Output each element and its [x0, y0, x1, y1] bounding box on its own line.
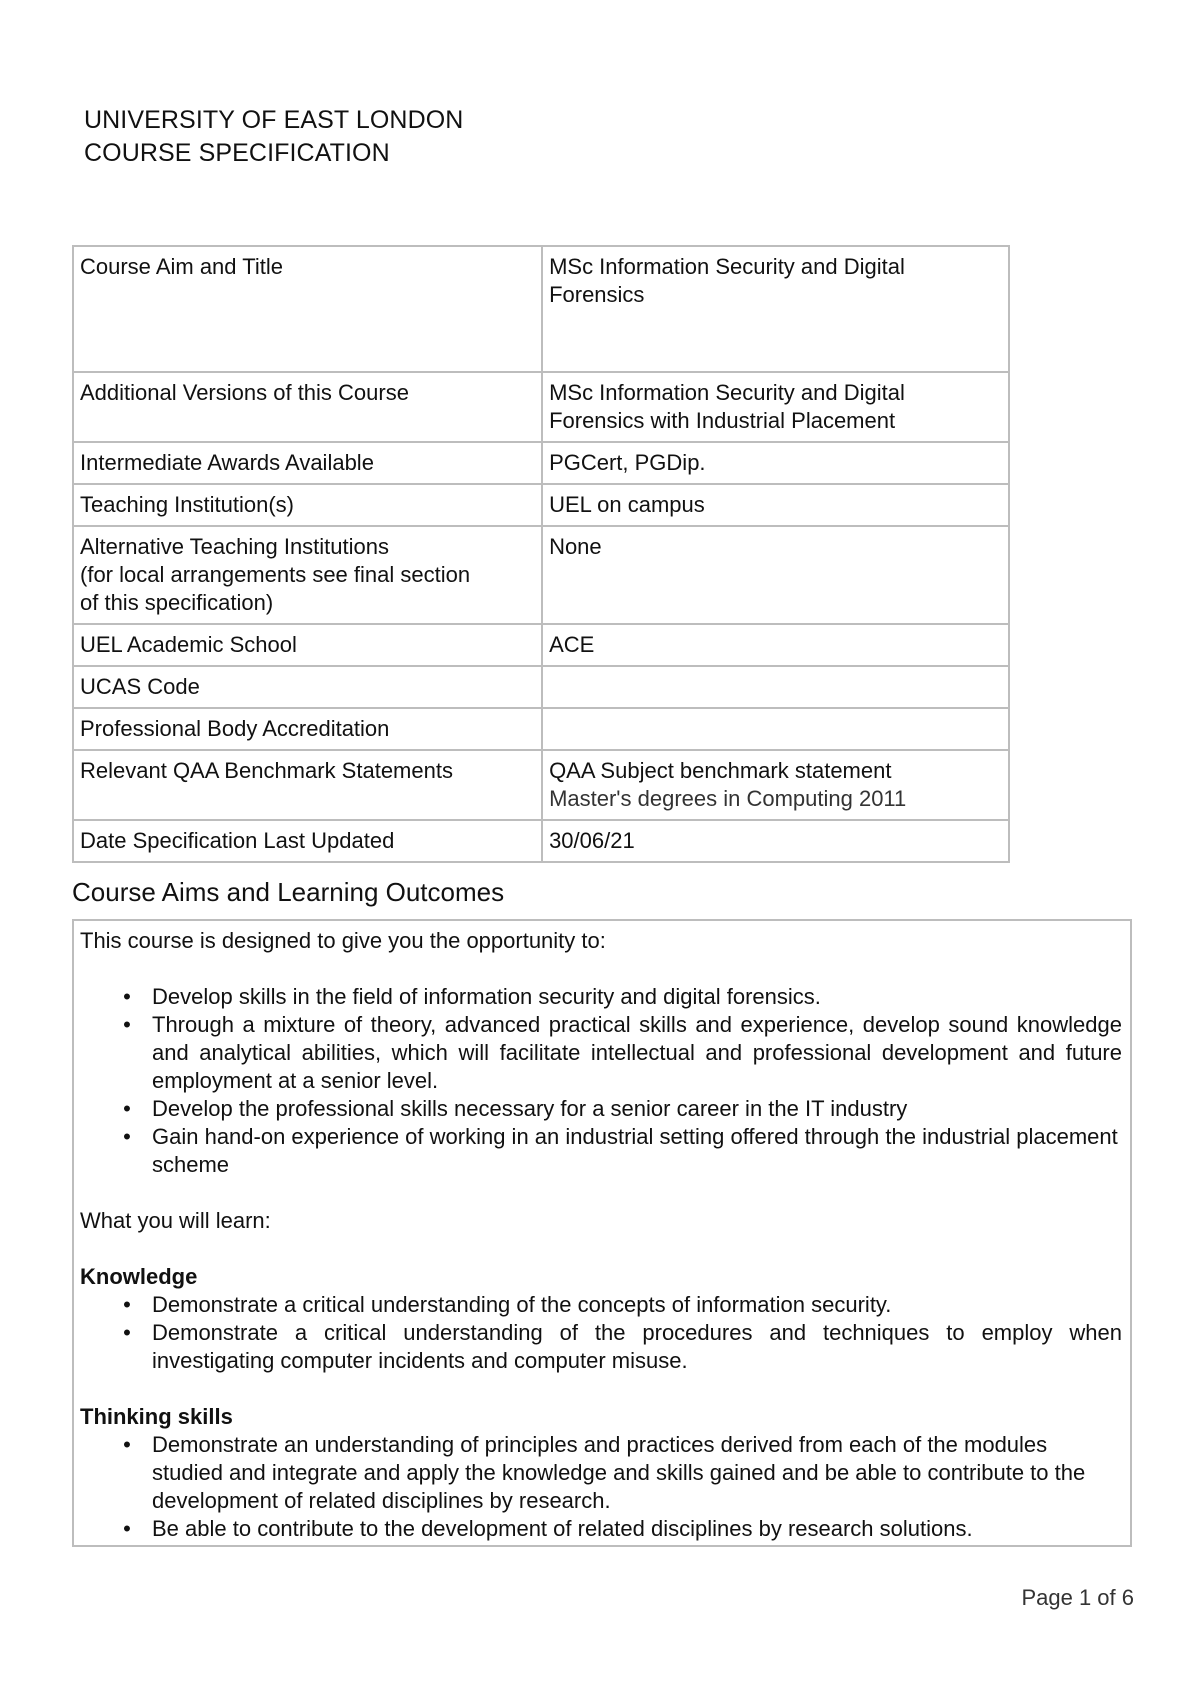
- label-line: Alternative Teaching Institutions: [80, 534, 389, 559]
- list-item-text: Gain hand-on experience of working in an industrial setting offered through the industrial placement scheme: [152, 1124, 1118, 1177]
- label-line: (for local arrangements see final section: [80, 562, 471, 587]
- row-label: UCAS Code: [73, 666, 542, 708]
- table-row: [73, 442, 1009, 484]
- table-row: [73, 624, 1009, 666]
- bullet-icon: •: [123, 1320, 131, 1345]
- table-row: [73, 750, 1009, 820]
- document-header: [84, 104, 463, 170]
- row-label: Additional Versions of this Course: [73, 372, 542, 442]
- row-label: Teaching Institution(s): [73, 484, 542, 526]
- intro-text: This course is designed to give you the opportunity to:: [80, 928, 606, 953]
- row-value: PGCert, PGDip.: [542, 442, 1009, 484]
- row-label: Professional Body Accreditation: [73, 708, 542, 750]
- row-value: [542, 246, 1009, 372]
- list-item: [80, 1515, 1122, 1543]
- university-name: UNIVERSITY OF EAST LONDON: [84, 106, 464, 134]
- learn-intro-text: What you will learn:: [80, 1208, 271, 1233]
- spacer: [80, 955, 1122, 983]
- table-row: [73, 526, 1009, 624]
- list-item: [80, 983, 1122, 1011]
- bullet-icon: •: [123, 1516, 131, 1541]
- document-title: COURSE SPECIFICATION: [84, 139, 390, 167]
- row-label: [73, 526, 542, 624]
- table-row: [73, 484, 1009, 526]
- list-item: [80, 1319, 1122, 1375]
- row-value: None: [542, 526, 1009, 624]
- list-item: [80, 1011, 1122, 1095]
- page-number: Page 1 of 6: [1021, 1585, 1134, 1610]
- list-item: [80, 1095, 1122, 1123]
- knowledge-heading: Knowledge: [80, 1264, 198, 1289]
- row-label: Date Specification Last Updated: [73, 820, 542, 862]
- value-line: QAA Subject benchmark statement: [549, 758, 892, 783]
- bullet-icon: •: [123, 1292, 131, 1317]
- list-item-text: Develop the professional skills necessary for a senior career in the IT industry: [152, 1096, 908, 1121]
- value-line: Forensics: [549, 282, 645, 307]
- row-value: [542, 372, 1009, 442]
- intro-bullet-list: [80, 983, 1122, 1179]
- bullet-icon: •: [123, 984, 131, 1009]
- row-value: [542, 708, 1009, 750]
- list-item: [80, 1431, 1122, 1515]
- list-item-text: Be able to contribute to the development of related disciplines by research solutions.: [152, 1516, 973, 1541]
- list-item: [80, 1291, 1122, 1319]
- table-row: [73, 246, 1009, 372]
- row-value: [542, 750, 1009, 820]
- bullet-icon: •: [123, 1124, 131, 1149]
- value-line: MSc Information Security and Digital: [549, 380, 905, 405]
- spacer: [80, 1375, 1122, 1403]
- label-line: of this specification): [80, 590, 274, 615]
- row-value: UEL on campus: [542, 484, 1009, 526]
- list-item-text: Through a mixture of theory, advanced practical skills and experience, develop sound knowledge and analytical abilities, which will facilitate intellectual and professional development and future employment at a senior level.: [152, 1012, 1122, 1093]
- value-line: Forensics with Industrial Placement: [549, 408, 896, 433]
- list-item-text: Demonstrate a critical understanding of the procedures and techniques to employ when investigating computer incidents and computer misuse.: [152, 1320, 1122, 1373]
- spacer: [80, 1235, 1122, 1263]
- row-value: 30/06/21: [542, 820, 1009, 862]
- row-value: ACE: [542, 624, 1009, 666]
- course-spec-table: [72, 245, 1010, 863]
- knowledge-bullet-list: [80, 1291, 1122, 1375]
- list-item: [80, 1123, 1122, 1179]
- row-label: UEL Academic School: [73, 624, 542, 666]
- row-label: Intermediate Awards Available: [73, 442, 542, 484]
- list-item-text: Develop skills in the field of information security and digital forensics.: [152, 984, 821, 1009]
- thinking-bullet-list: [80, 1431, 1122, 1543]
- list-item-text: Demonstrate an understanding of principles and practices derived from each of the modules studied and integrate and apply the knowledge and skills gained and be able to contribute to the development of related disciplines by research.: [152, 1432, 1086, 1513]
- value-line: MSc Information Security and Digital: [549, 254, 905, 279]
- table-row: [73, 372, 1009, 442]
- table-row: [73, 708, 1009, 750]
- bullet-icon: •: [123, 1096, 131, 1121]
- value-line: Master's degrees in Computing 2011: [549, 786, 907, 811]
- thinking-skills-heading: Thinking skills: [80, 1404, 233, 1429]
- list-item-text: Demonstrate a critical understanding of the concepts of information security.: [152, 1292, 892, 1317]
- spacer: [80, 1179, 1122, 1207]
- aims-outcomes-box: [72, 919, 1132, 1547]
- table-row: [73, 820, 1009, 862]
- bullet-icon: •: [123, 1432, 131, 1457]
- row-label: Course Aim and Title: [73, 246, 542, 372]
- row-label: Relevant QAA Benchmark Statements: [73, 750, 542, 820]
- section-title: Course Aims and Learning Outcomes: [72, 877, 505, 907]
- table-row: [73, 666, 1009, 708]
- row-value: [542, 666, 1009, 708]
- bullet-icon: •: [123, 1012, 131, 1037]
